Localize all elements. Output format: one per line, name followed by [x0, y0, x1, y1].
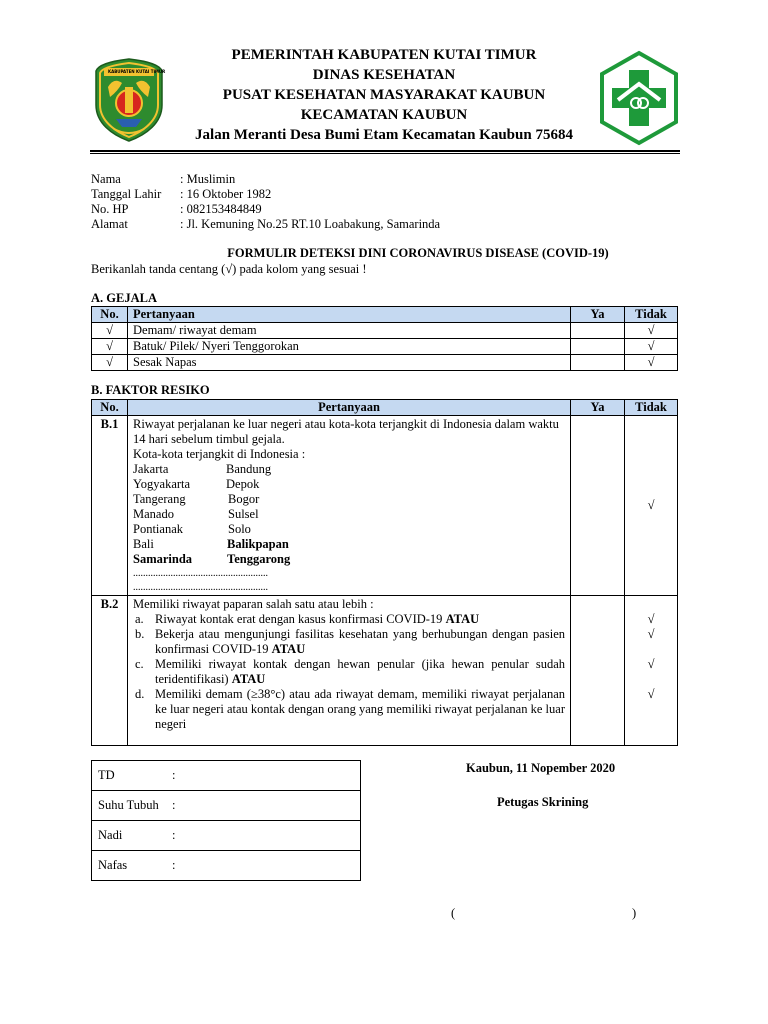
- no-cell[interactable]: √: [625, 339, 678, 355]
- col-no-answer: Tidak: [625, 307, 678, 323]
- col-question: Pertanyaan: [128, 400, 571, 416]
- checkmark: √: [647, 498, 655, 512]
- city-row: [133, 537, 565, 552]
- yes-cell[interactable]: [571, 339, 625, 355]
- b2-item: c. Memiliki riwayat kontak dengan hewan penular (jika hewan penular sudah teridentifikasi) ATAU: [135, 657, 565, 686]
- patient-info: [91, 172, 440, 232]
- vital-label: Suhu Tubuh: [98, 798, 159, 812]
- info-row-dob: [91, 187, 440, 202]
- vital-signs-table: [91, 760, 361, 881]
- header-address: Jalan Meranti Desa Bumi Etam Kecamatan Kaubun 75684: [195, 127, 573, 143]
- yes-cell[interactable]: [571, 323, 625, 339]
- vital-label: Nadi: [98, 828, 123, 842]
- no-cell[interactable]: √: [625, 323, 678, 339]
- vital-row: [92, 821, 361, 851]
- row-question: Sesak Napas: [128, 355, 571, 371]
- city-row: [133, 522, 565, 537]
- signature-close-paren: ): [632, 906, 637, 920]
- col-question: Pertanyaan: [128, 307, 571, 323]
- city: Tangerang: [133, 492, 186, 506]
- form-title: FORMULIR DETEKSI DINI CORONAVIRUS DISEASE (COVID-19): [227, 246, 609, 260]
- city: Yogyakarta: [133, 477, 191, 491]
- phone-label: No. HP: [91, 202, 129, 216]
- signature-open-paren: (: [451, 906, 456, 920]
- header-divider-thin: [90, 153, 680, 154]
- vital-separator: :: [172, 828, 176, 842]
- letterhead: [175, 45, 593, 145]
- city-row: [133, 462, 565, 477]
- risk-factors-table: [91, 399, 678, 746]
- no-cell[interactable]: [625, 596, 678, 746]
- city: Sulsel: [228, 507, 259, 521]
- vital-cell[interactable]: [92, 791, 361, 821]
- address-label: Alamat: [91, 217, 128, 231]
- row-number: √: [92, 323, 128, 339]
- vital-label: TD: [98, 768, 115, 782]
- name-value: : Muslimin: [180, 172, 236, 186]
- b1-cities-intro: Kota-kota terjangkit di Indonesia :: [133, 447, 306, 461]
- vital-row: [92, 791, 361, 821]
- vital-label: Nafas: [98, 858, 128, 872]
- city: Jakarta: [133, 462, 169, 476]
- yes-cell[interactable]: [571, 416, 625, 596]
- vital-row: [92, 761, 361, 791]
- logo-text: KABUPATEN KUTAI TIMUR: [108, 69, 166, 74]
- blank-line: ......................................................: [133, 568, 268, 579]
- symptoms-table: [91, 306, 678, 371]
- city: Tenggarong: [227, 552, 291, 566]
- city: Depok: [226, 477, 260, 491]
- col-no: No.: [92, 307, 128, 323]
- b1-question-cell: [128, 416, 571, 596]
- b2-item: a. Riwayat kontak erat dengan kasus konfirmasi COVID-19 ATAU: [135, 612, 480, 626]
- vital-cell[interactable]: [92, 821, 361, 851]
- header-divider: [90, 150, 680, 152]
- b2-question-cell: [128, 596, 571, 746]
- col-yes: Ya: [571, 307, 625, 323]
- city: Pontianak: [133, 522, 183, 536]
- row-question: Batuk/ Pilek/ Nyeri Tenggorokan: [128, 339, 571, 355]
- dob-value: : 16 Oktober 1982: [180, 187, 272, 201]
- kutai-timur-logo: [92, 57, 166, 143]
- vital-cell[interactable]: [92, 761, 361, 791]
- table-row-b1: [92, 416, 678, 596]
- row-question: Demam/ riwayat demam: [128, 323, 571, 339]
- section-a-title: A. GEJALA: [91, 291, 157, 305]
- info-row-phone: [91, 202, 440, 217]
- vital-separator: :: [172, 798, 176, 812]
- col-no: No.: [92, 400, 128, 416]
- signature-role: Petugas Skrining: [497, 795, 589, 809]
- col-no-answer: Tidak: [625, 400, 678, 416]
- b2-intro: Memiliki riwayat paparan salah satu atau lebih :: [133, 597, 374, 611]
- row-number: √: [92, 355, 128, 371]
- city: Bandung: [226, 462, 272, 476]
- b2-item: d. Memiliki demam (≥38°c) atau ada riwayat demam, memiliki riwayat perjalanan ke luar negeri atau kontak dengan orang yang memiliki riwayat perjalanan ke luar negeri: [135, 687, 565, 731]
- header-line-2: DINAS KESEHATAN: [312, 67, 456, 83]
- address-value: : Jl. Kemuning No.25 RT.10 Loabakung, Samarinda: [180, 217, 441, 231]
- puskesmas-logo: [598, 50, 680, 146]
- form-instruction: Berikanlah tanda centang (√) pada kolom yang sesuai !: [91, 262, 367, 276]
- checkmark: √: [647, 657, 655, 671]
- vital-cell[interactable]: [92, 851, 361, 881]
- city: Bali: [133, 537, 154, 551]
- signature-place-date: Kaubun, 11 Nopember 2020: [466, 761, 616, 775]
- col-yes: Ya: [571, 400, 625, 416]
- header-line-1: PEMERINTAH KABUPATEN KUTAI TIMUR: [231, 47, 537, 63]
- city: Solo: [228, 522, 251, 536]
- yes-cell[interactable]: [571, 355, 625, 371]
- name-label: Nama: [91, 172, 121, 186]
- info-row-address: [91, 217, 440, 232]
- city: Balikpapan: [227, 537, 289, 551]
- table-header-row: [92, 307, 678, 323]
- table-row: [92, 355, 678, 371]
- table-row: [92, 323, 678, 339]
- header-line-4: KECAMATAN KAUBUN: [300, 107, 468, 123]
- vital-row: [92, 851, 361, 881]
- blank-line: ......................................................: [133, 582, 268, 593]
- vital-separator: :: [172, 858, 176, 872]
- yes-cell[interactable]: [571, 596, 625, 746]
- no-cell[interactable]: [625, 416, 678, 596]
- b1-question: Riwayat perjalanan ke luar negeri atau kota-kota terjangkit di Indonesia dalam waktu 14 hari sebelum timbul gejala.: [133, 417, 559, 446]
- dob-label: Tanggal Lahir: [91, 187, 162, 201]
- vital-separator: :: [172, 768, 176, 782]
- info-row-name: [91, 172, 440, 187]
- city-row: [133, 477, 565, 492]
- b2-item: b. Bekerja atau mengunjungi fasilitas kesehatan yang berhubungan dengan pasien konfirmasi COVID-19 ATAU: [135, 627, 565, 656]
- checkmark: √: [647, 687, 655, 701]
- header-line-3: PUSAT KESEHATAN MASYARAKAT KAUBUN: [222, 87, 546, 103]
- city: Bogor: [228, 492, 260, 506]
- checkmark: √: [647, 627, 655, 641]
- table-row: [92, 339, 678, 355]
- city-row: [133, 507, 565, 522]
- row-number: √: [92, 339, 128, 355]
- checkmark: √: [647, 612, 655, 626]
- row-number: B.2: [92, 596, 128, 746]
- city-row: [133, 552, 565, 567]
- table-header-row: [92, 400, 678, 416]
- city: Samarinda: [133, 552, 193, 566]
- no-cell[interactable]: √: [625, 355, 678, 371]
- row-number: B.1: [92, 416, 128, 596]
- city-row: [133, 492, 565, 507]
- phone-value: : 082153484849: [180, 202, 262, 216]
- table-row-b2: [92, 596, 678, 746]
- section-b-title: B. FAKTOR RESIKO: [91, 383, 210, 397]
- city: Manado: [133, 507, 174, 521]
